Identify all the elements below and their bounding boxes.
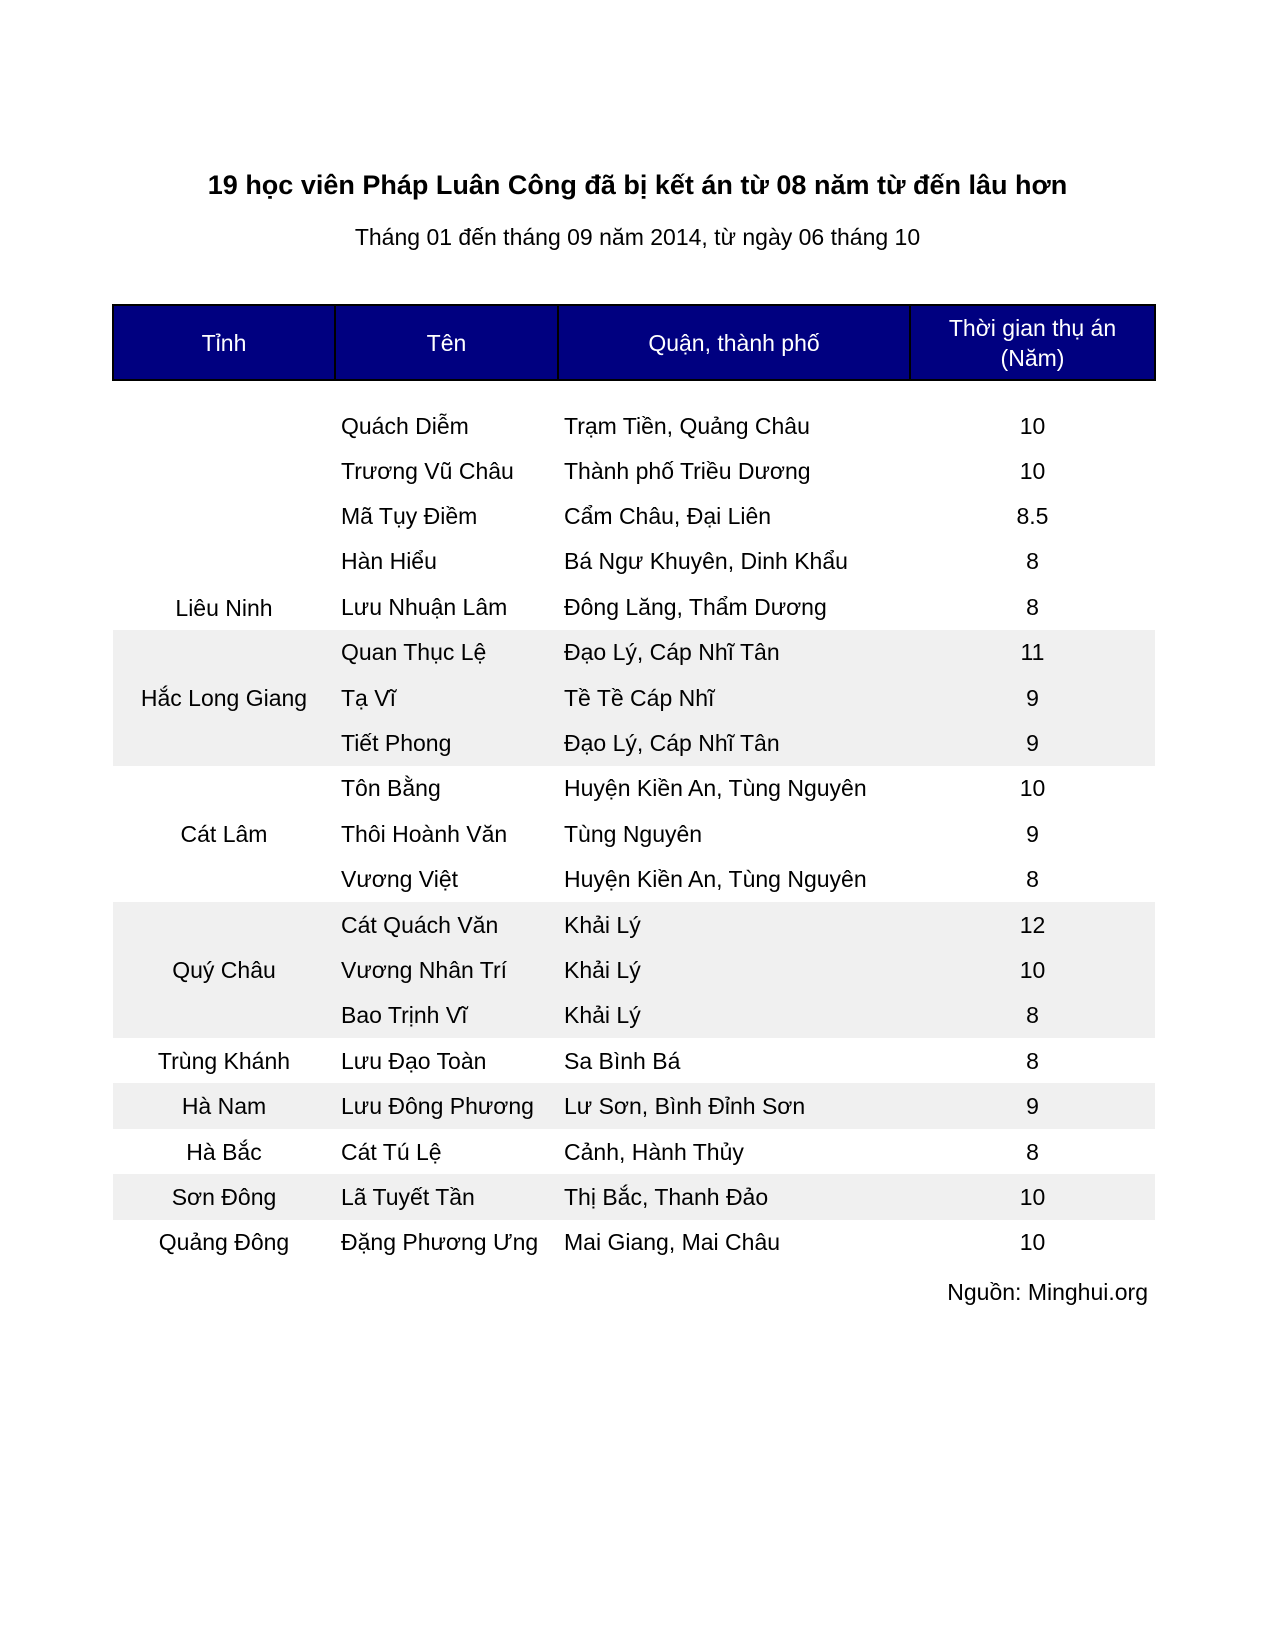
cell-years: 9: [910, 720, 1155, 765]
cell-years: 9: [910, 1083, 1155, 1128]
cell-years: 11: [910, 630, 1155, 675]
cell-years: 10: [1019, 413, 1046, 439]
cell-location: Khải Lý: [558, 902, 910, 947]
table-row: [113, 630, 1155, 675]
cell-years: 9: [910, 675, 1155, 720]
cell-years: 8: [1026, 1138, 1039, 1165]
table-body: [113, 380, 1155, 1265]
table-row: [113, 1083, 1155, 1128]
cell-years: 10: [1019, 775, 1046, 802]
cell-name: Bao Trịnh Vĩ: [335, 993, 558, 1038]
cell-name: Cát Tú Lệ: [341, 1138, 442, 1165]
cell-province: Hà Nam: [113, 1083, 335, 1128]
cell-location: Huyện Kiền An, Tùng Nguyên: [564, 866, 867, 893]
cell-name: Mã Tụy Điềm: [341, 503, 478, 530]
table-row: [113, 1220, 1155, 1265]
cell-name: Vương Nhân Trí: [335, 947, 558, 992]
cell-name: Tiết Phong: [335, 720, 558, 765]
cell-years: 10: [910, 947, 1155, 992]
cell-years: 8.5: [1016, 503, 1049, 530]
cell-name: Cát Quách Văn: [335, 902, 558, 947]
cell-province: Cát Lâm: [180, 820, 268, 847]
cell-years: 8: [1026, 866, 1039, 893]
cell-years: 12: [910, 902, 1155, 947]
cell-location: Thị Bắc, Thanh Đảo: [558, 1174, 910, 1219]
cell-location: Cẩm Châu, Đại Liên: [564, 503, 772, 530]
header-province: Tỉnh: [113, 305, 335, 380]
cell-name: Tạ Vĩ: [335, 675, 558, 720]
cell-name: Đặng Phương Ưng: [341, 1229, 539, 1256]
cell-location: Sa Bình Bá: [564, 1047, 681, 1074]
table-row: [113, 1038, 1155, 1083]
table-row: [113, 902, 1155, 947]
cell-name: Trương Vũ Châu: [341, 457, 514, 484]
cell-location: Cảnh, Hành Thủy: [564, 1138, 744, 1165]
header-name: Tên: [335, 305, 558, 380]
cell-location: Khải Lý: [558, 947, 910, 992]
cell-location: Khải Lý: [558, 993, 910, 1038]
header-sentence-line1: Thời gian thụ án: [948, 314, 1117, 341]
cell-province: Hắc Long Giang: [113, 630, 335, 766]
table-row: [113, 766, 1155, 811]
cell-location: Bá Ngư Khuyên, Dinh Khẩu: [564, 548, 848, 575]
cell-years: 10: [1019, 1229, 1046, 1256]
source-note: Nguồn: Minghui.org: [947, 1279, 1148, 1305]
cell-name: Quan Thục Lệ: [335, 630, 558, 675]
cell-location: Đông Lăng, Thẩm Dương: [564, 593, 827, 620]
cell-name: Lã Tuyết Tần: [335, 1174, 558, 1219]
cell-years: 8: [910, 993, 1155, 1038]
cell-location: Đạo Lý, Cáp Nhĩ Tân: [558, 630, 910, 675]
cell-location: Huyện Kiền An, Tùng Nguyên: [564, 775, 867, 802]
cell-location: Mai Giang, Mai Châu: [564, 1229, 781, 1256]
cell-location: Trạm Tiền, Quảng Châu: [564, 413, 810, 439]
cell-years: 8: [1026, 1047, 1039, 1074]
cell-name: Hàn Hiểu: [341, 548, 437, 575]
cell-years: 9: [1026, 820, 1039, 847]
cell-province: Sơn Đông: [113, 1174, 335, 1219]
table-row: [113, 1129, 1155, 1174]
table-header: [113, 305, 1155, 380]
cell-province: Liêu Ninh: [175, 594, 273, 621]
cell-years: 8: [1026, 593, 1039, 620]
cell-location: Thành phố Triều Dương: [564, 457, 811, 484]
cell-name: Vương Việt: [341, 866, 459, 893]
cell-location: Đạo Lý, Cáp Nhĩ Tân: [558, 720, 910, 765]
header-sentence-line2: (Năm): [1000, 344, 1065, 371]
cell-name: Lưu Đông Phương: [335, 1083, 558, 1128]
document-subtitle: Tháng 01 đến tháng 09 năm 2014, từ ngày 06 tháng 10: [354, 224, 921, 250]
cell-province: Trùng Khánh: [157, 1047, 291, 1074]
cell-years: 10: [1019, 457, 1046, 484]
sentences-table: [112, 304, 1156, 1265]
document-title: 19 học viên Pháp Luân Công đã bị kết án từ 08 năm từ đến lâu hơn: [207, 170, 1068, 200]
cell-location: Tề Tề Cáp Nhĩ: [558, 675, 910, 720]
cell-years: 10: [910, 1174, 1155, 1219]
header-sentence: [910, 305, 1155, 380]
header-district: Quận, thành phố: [558, 305, 910, 380]
cell-province: Quý Châu: [113, 902, 335, 1038]
cell-location: Lư Sơn, Bình Đỉnh Sơn: [558, 1083, 910, 1128]
table-row: [113, 1174, 1155, 1219]
cell-location: Tùng Nguyên: [564, 820, 703, 847]
cell-years: 8: [1026, 548, 1039, 575]
cell-name: Quách Diễm: [341, 413, 469, 439]
cell-name: Lưu Nhuận Lâm: [341, 593, 508, 620]
table-row: [113, 380, 1155, 448]
cell-province: Quảng Đông: [158, 1229, 290, 1256]
cell-name: Tôn Bằng: [341, 775, 441, 802]
cell-name: Lưu Đạo Toàn: [341, 1047, 487, 1074]
cell-province: Hà Bắc: [186, 1138, 262, 1165]
cell-name: Thôi Hoành Văn: [341, 820, 508, 847]
